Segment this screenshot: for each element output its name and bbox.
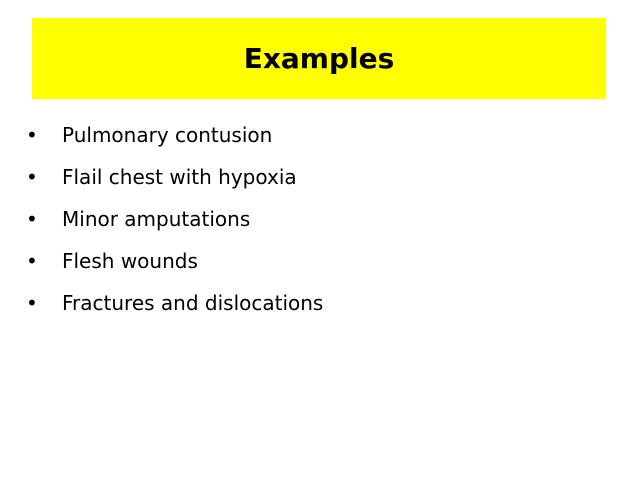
list-item [26, 114, 323, 156]
list-item [26, 156, 323, 198]
list-item-label: Flail chest with hypoxia [62, 165, 297, 189]
bullet-icon: • [26, 291, 38, 315]
list-item-label: Minor amputations [62, 207, 251, 231]
list-item-label: Fractures and dislocations [62, 291, 324, 315]
list-item-label: Pulmonary contusion [62, 123, 273, 147]
bullet-icon: • [26, 165, 38, 189]
bullet-icon: • [26, 249, 38, 273]
list-item [26, 282, 323, 324]
bullet-list [26, 114, 323, 324]
list-item [26, 240, 323, 282]
bullet-icon: • [26, 207, 38, 231]
title-banner [32, 18, 606, 99]
list-item [26, 198, 323, 240]
slide-title: Examples [243, 41, 395, 75]
list-item-label: Flesh wounds [62, 249, 198, 273]
bullet-icon: • [26, 123, 38, 147]
